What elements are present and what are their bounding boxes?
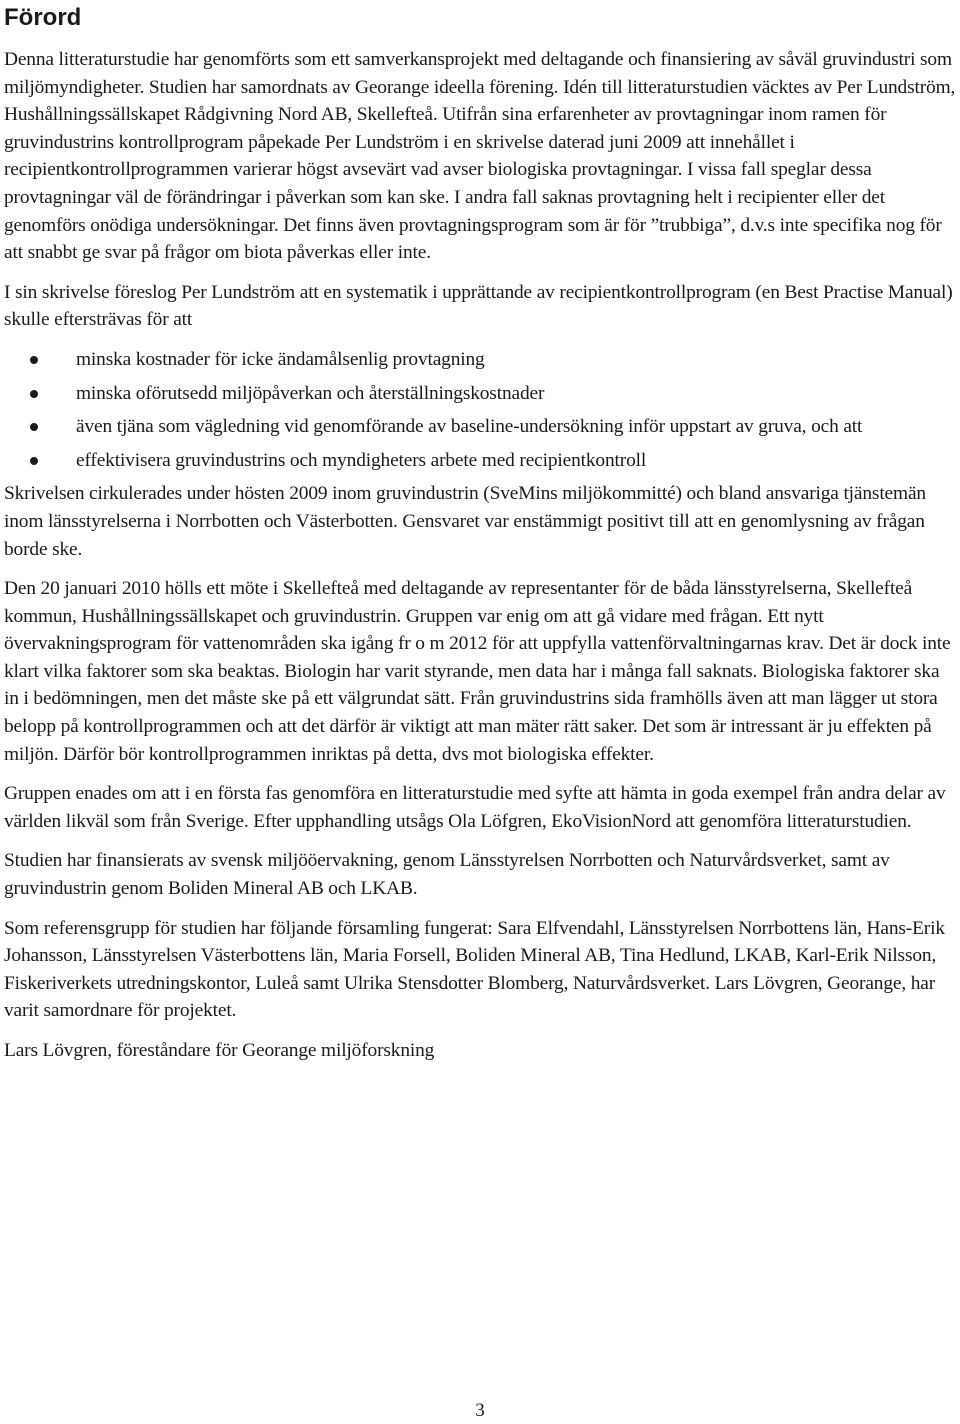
document-page: [4, 0, 956, 1077]
paragraph-meeting: Den 20 januari 2010 hölls ett möte i Skellefteå med deltagande av representanter för de båda länsstyrelserna, Skellefteå kommun, Hushållningssällskapet och gruvindustrin. Gruppen var enig om att gå vidare med frågan. Ett nytt övervakningsprogram för vattenområden ska igång fr o m 2012 för att uppfylla vattenförvaltningarnas krav. Det är dock inte klart vilka faktorer som ska beaktas. Biologin har varit styrande, men data har i många fall saknats. Biologiska faktorer ska in i bedömningen, men det måste ske på ett välgrundat sätt. Från gruvindustrins sida framhölls även att man lägger ut stora belopp på kontrollprogrammen och att det därför är viktigt att man mäter rätt saker. Det som är intressant är ju effekten på miljön. Därför bör kontrollprogrammen inriktas på detta, dvs mot biologiska effekter.: [4, 578, 951, 765]
paragraph-intro: Denna litteraturstudie har genomförts som ett samverkansprojekt med deltagande och finansiering av såväl gruvindustri som miljömyndigheter. Studien har samordnats av Georange ideella förening. Idén till litteraturstudien väcktes av Per Lundström, Hushållningssällskapet Rådgivning Nord AB, Skellefteå. Utifrån sina erfarenheter av provtagningar inom ramen för gruvindustrins kontrollprogram påpekade Per Lundström i en skrivelse daterad juni 2009 att innehållet i recipientkontrollprogrammen varierar högst avsevärt vad avser biologiska provtagningar. I vissa fall speglar dessa provtagningar väl de förändringar i påverkan som kan ske. I andra fall saknas provtagning helt i recipienter eller det genomförs onödiga undersökningar. Det finns även provtagningsprogram som är för ”trubbiga”, d.v.s inte specifika nog för att snabbt ge svar på frågor om biota påverkas eller inte.: [4, 49, 956, 264]
page-number: 3: [475, 1400, 485, 1421]
paragraph-signature: Lars Lövgren, föreståndare för Georange miljöforskning: [4, 1040, 435, 1061]
list-item: [4, 380, 956, 408]
paragraph-proposal: I sin skrivelse föreslog Per Lundström att en systematik i upprättande av recipientkontrollprogram (en Best Practise Manual) skulle eftersträvas för att: [4, 281, 953, 331]
list-item: [4, 413, 956, 441]
paragraph-group-decision: Gruppen enades om att i en första fas genomföra en litteraturstudie med syfte att hämta in goda exempel från andra delar av världen likväl som från Sverige. Efter upphandling utsågs Ola Löfgren, EkoVisionNord att genomföra litteraturstudien.: [4, 783, 946, 832]
bullet-dot-icon: [30, 457, 38, 465]
list-item-text: minska oförutsedd miljöpåverkan och återställningskostnader: [76, 382, 545, 404]
list-item: [4, 447, 956, 475]
list-item-text: effektivisera gruvindustrins och myndigheters arbete med recipientkontroll: [76, 449, 647, 471]
bullet-list: [4, 346, 956, 474]
paragraph-circulation: Skrivelsen cirkulerades under hösten 2009 inom gruvindustrin (SveMins miljökommitté) och bland ansvariga tjänstemän inom länsstyrelserna i Norrbotten och Västerbotten. Gensvaret var enstämmigt positivt till att en genomlysning av frågan borde ske.: [4, 483, 926, 560]
list-item-text: även tjäna som vägledning vid genomförande av baseline-undersökning inför uppstart av gruva, och att: [76, 416, 863, 438]
paragraph-funding: Studien har finansierats av svensk miljööervakning, genom Länsstyrelsen Norrbotten och Naturvårdsverket, samt av gruvindustrin genom Boliden Mineral AB och LKAB.: [4, 850, 890, 900]
list-item-text: minska kostnader för icke ändamålsenlig provtagning: [76, 348, 485, 370]
bullet-dot-icon: [30, 390, 38, 398]
bullet-dot-icon: [30, 356, 38, 364]
page-title: Förord: [4, 4, 82, 31]
paragraph-reference-group: Som referensgrupp för studien har följande församling fungerat: Sara Elfvendahl, Länsstyrelsen Norrbottens län, Hans-Erik Johansson, Länsstyrelsen Västerbottens län, Maria Forsell, Boliden Mineral AB, Tina Hedlund, LKAB, Karl-Erik Nilsson, Fiskeriverkets utredningskontor, Luleå samt Ulrika Stensdotter Blomberg, Naturvårdsverket. Lars Lövgren, Georange, har varit samordnare för projektet.: [4, 917, 945, 1022]
list-item: [4, 346, 956, 374]
bullet-dot-icon: [30, 423, 38, 431]
